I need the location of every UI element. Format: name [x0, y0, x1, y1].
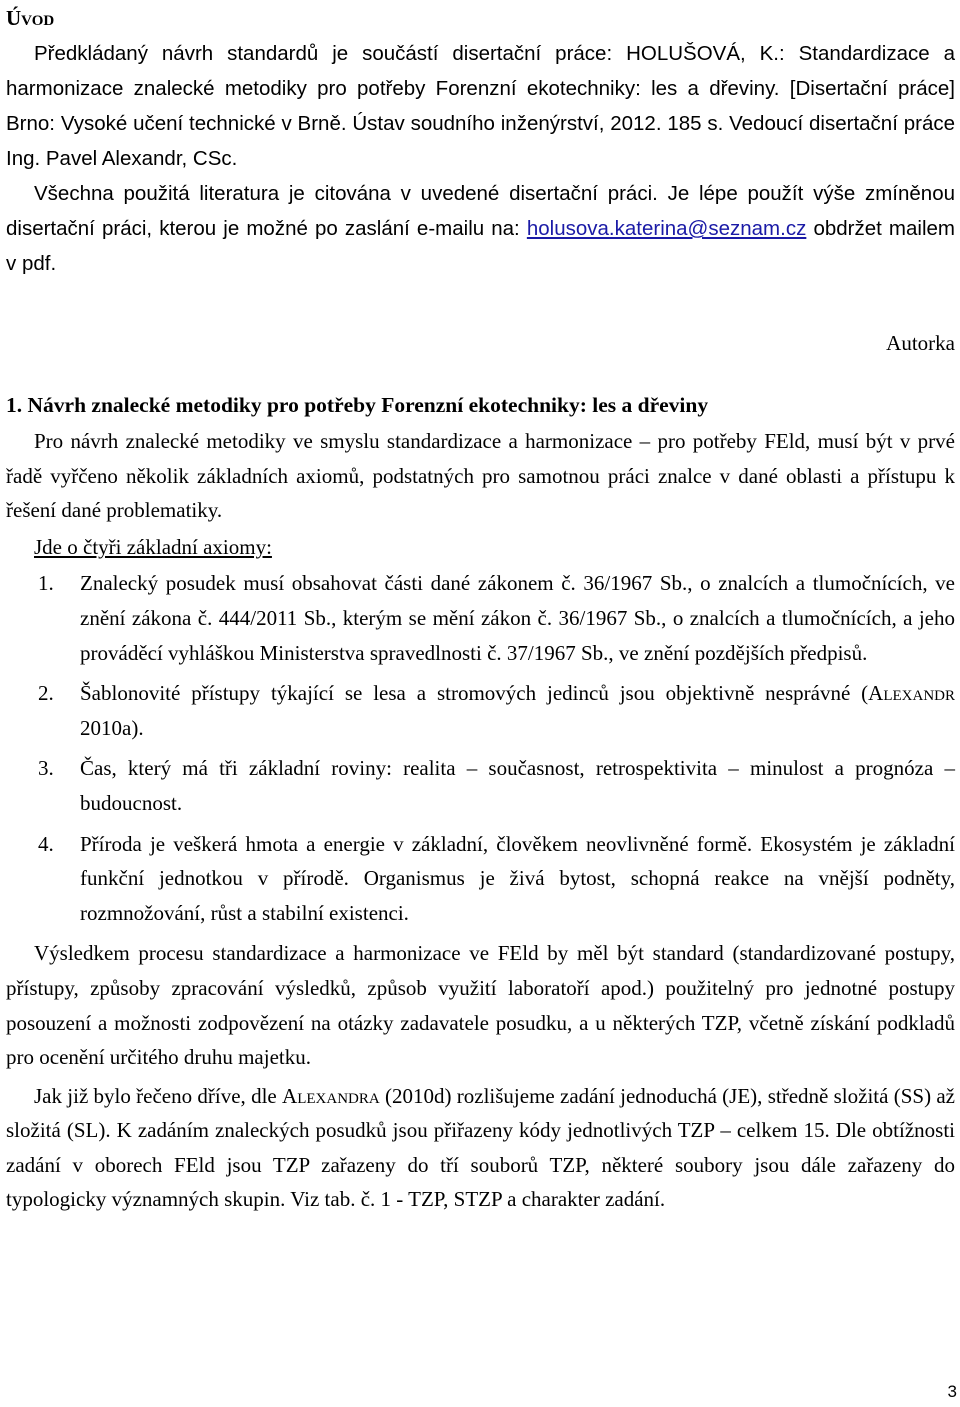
cited-author: Alexandra: [282, 1083, 380, 1108]
author-signature: Autorka: [886, 331, 955, 355]
axioms-list: [6, 566, 955, 930]
list-item: [6, 827, 955, 931]
body-text: Jak již bylo řečeno dříve, dle: [34, 1083, 283, 1108]
body-paragraph: [6, 1079, 955, 1217]
cited-author: Alexandr: [868, 681, 955, 706]
intro-heading: Úvod: [6, 6, 55, 30]
list-text: Znalecký posudek musí obsahovat části dané zákonem č. 36/1967 Sb., o znalcích a tlumočnících, ve znění zákona č. 444/2011 Sb., kterým se mění zákon č. 36/1967 Sb., o znalcích a tlumočnících, a jeho prováděcí vyhláškou Ministerstva spravedlnosti č. 37/1967 Sb., ve znění pozdějších předpisů.: [80, 571, 955, 665]
list-text: 2010a).: [80, 715, 144, 740]
page-number: 3: [947, 1382, 957, 1401]
intro-text: obdržet mailem v pdf.: [6, 217, 955, 275]
list-number: 2.: [38, 681, 54, 706]
list-item: [6, 751, 955, 820]
intro-text: Všechna použitá literatura je citována v uvedené disertační práci. Je lépe použít výše zmíněnou disertační práci, kterou je možné po zaslání e-mailu na:: [6, 182, 955, 240]
intro-paragraph: [6, 176, 955, 281]
section-heading: 1. Návrh znalecké metodiky pro potřeby Forenzní ekotechniky: les a dřeviny: [6, 393, 709, 417]
list-text: Příroda je veškerá hmota a energie v základní, člověkem neovlivněné formě. Ekosystém je základní funkční jednotkou v přírodě. Organismus je živá bytost, schopná reakce na vnější podněty, rozmnožování, růst a stabilní existenci.: [80, 831, 955, 925]
intro-paragraph: Předkládaný návrh standardů je součástí disertační práce: HOLUŠOVÁ, K.: Standardizace a harmonizace znalecké metodiky pro potřeby Forenzní ekotechniky: les a dřeviny. [Disertační práce] Brno: Vysoké učení technické v Brně. Ústav soudního inženýrství, 2012. 185 s. Vedoucí disertační práce Ing. Pavel Alexandr, CSc.: [6, 42, 955, 170]
list-item: [6, 566, 955, 670]
axioms-label: Jde o čtyři základní axiomy:: [34, 534, 272, 559]
intro-section: [6, 36, 955, 281]
email-link[interactable]: holusova.katerina@seznam.cz: [526, 217, 807, 240]
list-text: Šablonovité přístupy týkající se lesa a stromových jedinců jsou objektivně nesprávné (: [80, 681, 869, 706]
list-number: 1.: [38, 571, 54, 596]
body-paragraph: Pro návrh znalecké metodiky ve smyslu standardizace a harmonizace – pro potřeby FEld, musí být v prvé řadě vyřčeno několik základních axiomů, podstatných pro samotnou práci znalce v dané oblasti a přístupu k řešení dané problematiky.: [6, 429, 955, 523]
body-text: (2010d) rozlišujeme zadání jednoduchá (JE), středně složitá (SS) až složitá (SL). K zadáním znaleckých posudků jsou přiřazeny kódy jednotlivých TZP – celkem 15. Dle obtížnosti zadání v oborech FEld jsou TZP zařazeny do tří souborů TZP, některé soubory jsou dále zařazeny do typologicky významných skupin. Viz tab. č. 1 - TZP, STZP a charakter zadání.: [6, 1083, 956, 1212]
section-body: [6, 424, 955, 1217]
list-item: [6, 676, 955, 745]
body-paragraph: Výsledkem procesu standardizace a harmonizace ve FEld by měl být standard (standardizované postupy, přístupy, způsoby zpracování výsledků, způsob využití laboratoří apod.) použitelný pro jednotné postupy posouzení a možnosti zodpovězení na otázky zadavatele posudku, a u některých TZP, včetně získání podkladů pro ocenění určitého druhu majetku.: [6, 941, 955, 1070]
list-text: Čas, který má tři základní roviny: realita – současnost, retrospektivita – minulost a prognóza – budoucnost.: [80, 756, 955, 815]
list-number: 3.: [38, 756, 54, 781]
list-number: 4.: [38, 831, 54, 856]
